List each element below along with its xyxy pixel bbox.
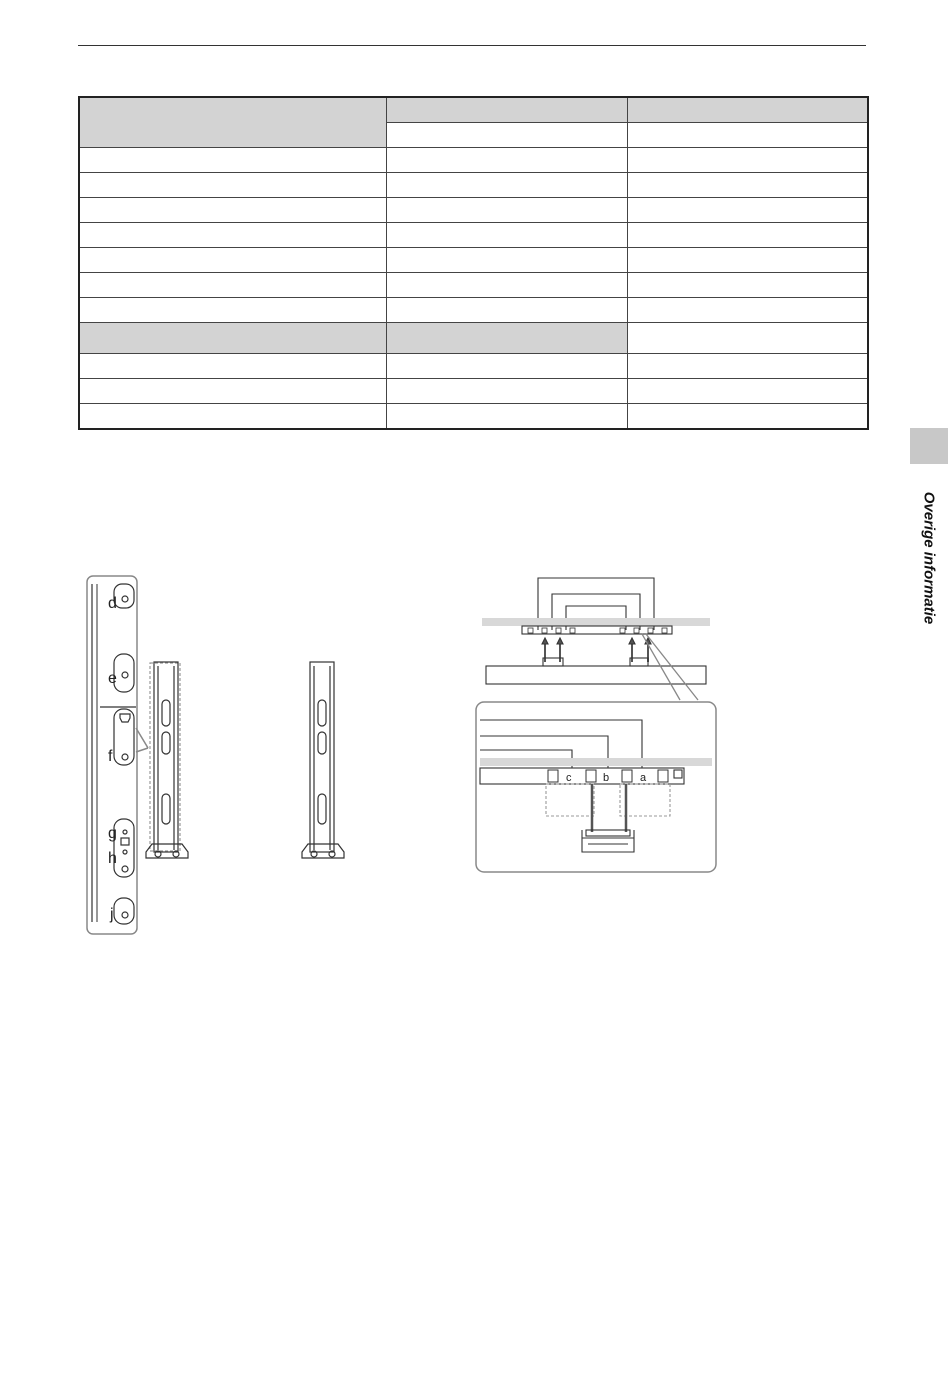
table-cell xyxy=(627,379,868,404)
table-cell xyxy=(79,223,386,248)
table-cell xyxy=(627,354,868,379)
table-cell xyxy=(627,323,868,354)
table-cell xyxy=(79,173,386,198)
table-cell xyxy=(627,148,868,173)
table-cell xyxy=(79,248,386,273)
table-cell xyxy=(627,173,868,198)
table-cell xyxy=(386,248,627,273)
table-cell xyxy=(79,404,386,430)
table-header-cell xyxy=(79,97,386,148)
table-cell xyxy=(386,123,627,148)
bracket-top-figure xyxy=(470,570,730,880)
table-cell xyxy=(79,354,386,379)
table-row xyxy=(79,97,868,123)
table-cell xyxy=(386,379,627,404)
table-row xyxy=(79,198,868,223)
label-f: f xyxy=(108,748,113,765)
table-row xyxy=(79,404,868,430)
table-cell xyxy=(627,123,868,148)
table-cell xyxy=(79,198,386,223)
label-e: e xyxy=(108,670,117,687)
spec-table xyxy=(78,96,869,430)
table-cell xyxy=(386,198,627,223)
table-section-cell xyxy=(79,323,386,354)
label-a: a xyxy=(640,772,647,784)
table-cell xyxy=(386,223,627,248)
table-cell xyxy=(79,273,386,298)
table-header-cell xyxy=(627,97,868,123)
table-cell xyxy=(386,404,627,430)
table-cell xyxy=(79,379,386,404)
label-g: g xyxy=(108,825,117,842)
table-cell xyxy=(386,173,627,198)
label-j: j xyxy=(110,906,114,923)
label-c: c xyxy=(566,772,572,784)
table-cell xyxy=(627,198,868,223)
table-cell xyxy=(627,404,868,430)
section-tab xyxy=(910,428,948,464)
bracket-side-figure xyxy=(78,570,368,940)
table-cell xyxy=(627,248,868,273)
label-h: h xyxy=(108,850,117,867)
table-cell xyxy=(79,148,386,173)
table-cell xyxy=(627,223,868,248)
table-section-cell xyxy=(386,323,627,354)
table-cell xyxy=(386,354,627,379)
header-rule xyxy=(78,45,866,46)
table-row xyxy=(79,223,868,248)
table-row xyxy=(79,273,868,298)
table-row xyxy=(79,173,868,198)
table-row xyxy=(79,354,868,379)
table-row xyxy=(79,148,868,173)
label-d: d xyxy=(108,595,117,612)
table-cell xyxy=(627,298,868,323)
table-row xyxy=(79,298,868,323)
table-cell xyxy=(627,273,868,298)
table-cell xyxy=(386,273,627,298)
label-b: b xyxy=(603,772,610,784)
table-header-cell xyxy=(386,97,627,123)
table-cell xyxy=(386,148,627,173)
table-cell xyxy=(79,298,386,323)
table-row xyxy=(79,248,868,273)
table-row xyxy=(79,323,868,354)
table-cell xyxy=(386,298,627,323)
table-row xyxy=(79,379,868,404)
section-label: Overige informatie xyxy=(920,491,938,625)
